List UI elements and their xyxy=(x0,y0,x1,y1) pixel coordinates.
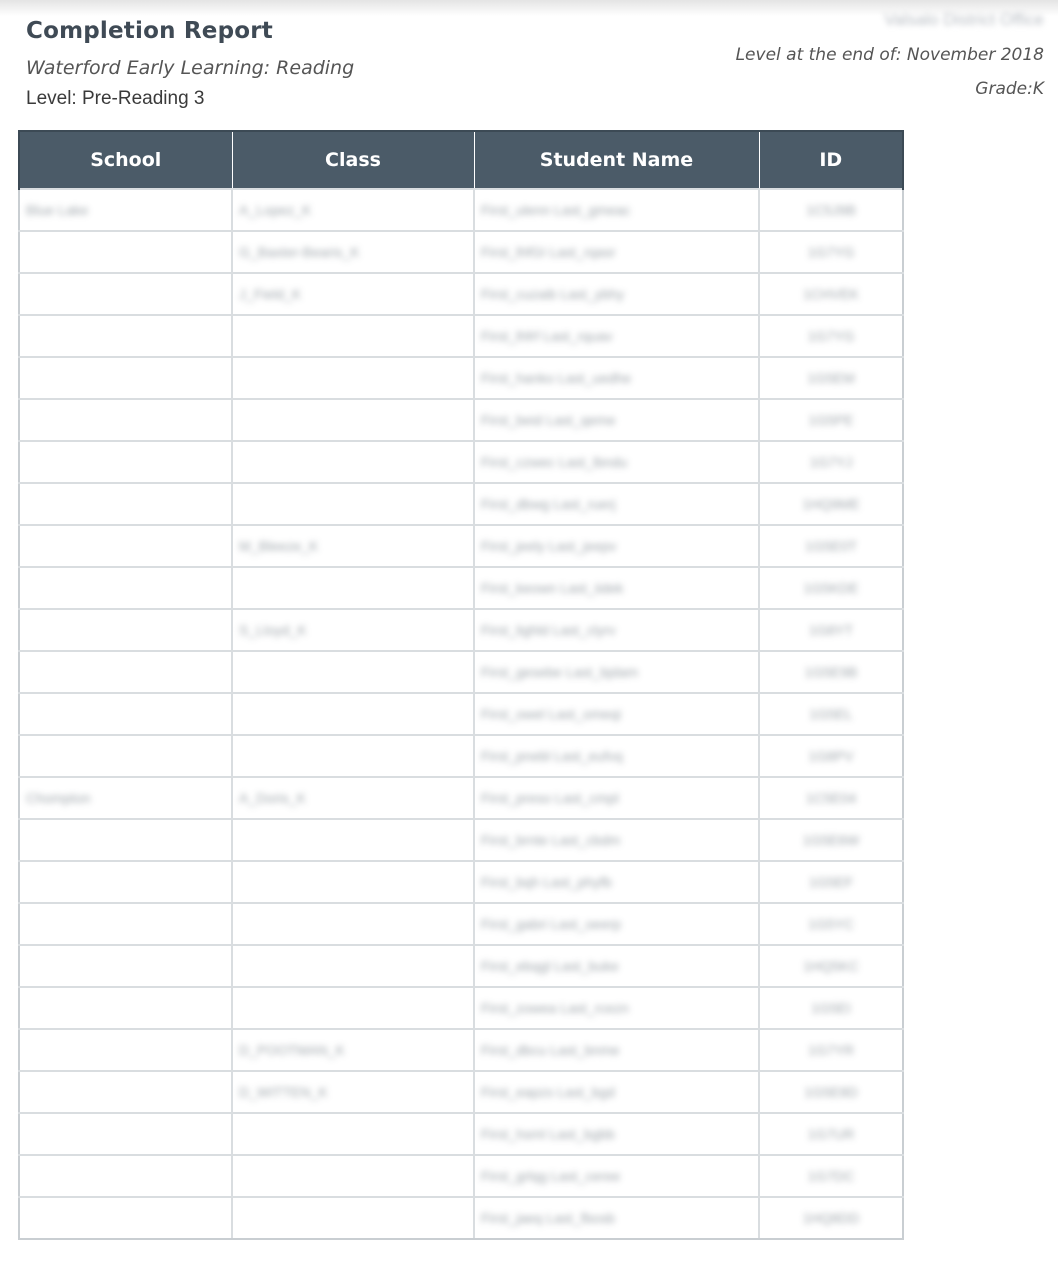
student-name-cell-text: First_beid Last_qeme xyxy=(481,412,616,428)
table-row xyxy=(19,1113,903,1155)
student-id-cell-text: 1CHVEK xyxy=(802,286,860,302)
column-header-student-name[interactable]: Student Name xyxy=(474,131,759,189)
school-cell xyxy=(19,1113,232,1155)
class-cell-text: M_Bleeze_K xyxy=(239,538,319,554)
school-cell xyxy=(19,1071,232,1113)
student-name-cell-text: First_jeely Last_jeepv xyxy=(481,538,617,554)
table-row xyxy=(19,1197,903,1239)
student-id-cell xyxy=(759,357,903,399)
student-id-cell xyxy=(759,735,903,777)
class-cell xyxy=(232,987,474,1029)
student-id-cell-text: 1G8YT xyxy=(808,622,854,638)
student-name-cell xyxy=(474,777,759,819)
class-cell xyxy=(232,357,474,399)
student-id-cell xyxy=(759,441,903,483)
student-name-cell xyxy=(474,315,759,357)
student-name-cell xyxy=(474,945,759,987)
column-header-id[interactable]: ID xyxy=(759,131,903,189)
class-cell xyxy=(232,189,474,231)
student-id-cell-text: 1G7YR xyxy=(808,1042,854,1058)
student-name-cell xyxy=(474,231,759,273)
column-header-school[interactable]: School xyxy=(19,131,232,189)
student-name-cell-text: First_keown Last_iidek xyxy=(481,580,624,596)
student-name-cell-text: First_hsml Last_bgbb xyxy=(481,1126,615,1142)
student-name-cell-text: First_dbwg Last_ruerj xyxy=(481,496,616,512)
completion-table xyxy=(18,130,904,1240)
student-name-cell xyxy=(474,1155,759,1197)
school-cell xyxy=(19,483,232,525)
student-id-cell xyxy=(759,273,903,315)
school-cell xyxy=(19,987,232,1029)
student-id-cell-text: 1G7UR xyxy=(807,1126,855,1142)
student-id-cell-text: 1G5E6W xyxy=(802,832,860,848)
student-name-cell xyxy=(474,441,759,483)
student-name-cell xyxy=(474,357,759,399)
table-row xyxy=(19,693,903,735)
table-row xyxy=(19,1155,903,1197)
student-id-cell xyxy=(759,1071,903,1113)
student-name-cell xyxy=(474,399,759,441)
student-name-cell-text: First_owel Last_omeqi xyxy=(481,706,622,722)
table-row xyxy=(19,609,903,651)
school-cell xyxy=(19,315,232,357)
student-id-cell-text: 1G5YC xyxy=(808,916,854,932)
table-header-row xyxy=(19,131,903,189)
table-row xyxy=(19,441,903,483)
school-cell-text: Blue Lake xyxy=(26,202,89,218)
student-id-cell xyxy=(759,1197,903,1239)
report-period: Level at the end of: November 2018 xyxy=(735,45,1044,65)
student-id-cell-text: 1G5PE xyxy=(808,412,854,428)
class-cell xyxy=(232,441,474,483)
student-id-cell xyxy=(759,1113,903,1155)
school-cell xyxy=(19,609,232,651)
class-cell xyxy=(232,609,474,651)
student-id-cell-text: 1G7YJ xyxy=(809,454,853,470)
class-cell xyxy=(232,777,474,819)
student-id-cell-text: 1G5EF xyxy=(808,874,854,890)
student-id-cell xyxy=(759,1029,903,1071)
school-cell xyxy=(19,357,232,399)
school-cell xyxy=(19,525,232,567)
student-name-cell xyxy=(474,1113,759,1155)
student-id-cell xyxy=(759,525,903,567)
class-cell xyxy=(232,483,474,525)
class-cell-text: J_Field_K xyxy=(239,286,302,302)
class-cell-text: D_WITTEN_K xyxy=(239,1084,328,1100)
student-name-cell-text: First_jaeq Last_fbosb xyxy=(481,1210,615,1226)
table-row xyxy=(19,567,903,609)
student-name-cell xyxy=(474,903,759,945)
student-id-cell xyxy=(759,945,903,987)
student-name-cell xyxy=(474,609,759,651)
table-row xyxy=(19,777,903,819)
student-id-cell xyxy=(759,399,903,441)
table-row xyxy=(19,189,903,231)
student-id-cell xyxy=(759,567,903,609)
student-name-cell-text: First_lhfGI Last_rqasr xyxy=(481,244,616,260)
student-id-cell-text: 1G7YG xyxy=(807,328,855,344)
student-name-cell xyxy=(474,483,759,525)
class-cell xyxy=(232,1197,474,1239)
table-row xyxy=(19,735,903,777)
student-name-cell-text: First_hanko Last_uedhe xyxy=(481,370,632,386)
student-name-cell-text: First_gabri Last_oeerp xyxy=(481,916,622,932)
student-id-cell-text: 1G5KDE xyxy=(803,580,859,596)
school-cell xyxy=(19,903,232,945)
class-cell-text: G_Baxter-Bearis_K xyxy=(239,244,360,260)
student-name-cell-text: First_grlqg Last_ceree xyxy=(481,1168,621,1184)
organization-name: Valsalo District Office xyxy=(884,10,1044,29)
student-id-cell xyxy=(759,819,903,861)
student-id-cell-text: 1G7YG xyxy=(807,244,855,260)
student-id-cell xyxy=(759,189,903,231)
student-name-cell xyxy=(474,273,759,315)
class-cell xyxy=(232,819,474,861)
student-id-cell xyxy=(759,1155,903,1197)
student-name-cell xyxy=(474,189,759,231)
student-name-cell xyxy=(474,1197,759,1239)
school-cell xyxy=(19,735,232,777)
class-cell xyxy=(232,693,474,735)
table-row xyxy=(19,273,903,315)
school-cell-text: Chompton xyxy=(26,790,91,806)
school-cell xyxy=(19,1155,232,1197)
student-name-cell-text: First_gesebe Last_bjdam xyxy=(481,664,639,680)
completion-table-container xyxy=(18,130,902,1240)
table-row xyxy=(19,651,903,693)
student-id-cell xyxy=(759,315,903,357)
student-id-cell-text: 1HQ5KC xyxy=(802,958,860,974)
student-id-cell-text: 1G5E0T xyxy=(804,538,858,554)
student-id-cell-text: 1G5EL xyxy=(809,706,853,722)
class-cell xyxy=(232,651,474,693)
table-row xyxy=(19,861,903,903)
student-id-cell-text: 1G5E8D xyxy=(804,1084,858,1100)
student-name-cell-text: First_cuzaib Last_ybhy xyxy=(481,286,625,302)
class-cell-text: A_Lopez_K xyxy=(239,202,312,218)
student-name-cell xyxy=(474,819,759,861)
student-name-cell-text: First_lhfrf Last_rquav xyxy=(481,328,613,344)
student-name-cell xyxy=(474,735,759,777)
table-row xyxy=(19,483,903,525)
table-row xyxy=(19,945,903,987)
school-cell xyxy=(19,189,232,231)
table-row xyxy=(19,525,903,567)
student-id-cell xyxy=(759,903,903,945)
level-label: Level: Pre-Reading 3 xyxy=(26,88,205,109)
student-id-cell xyxy=(759,651,903,693)
class-cell xyxy=(232,567,474,609)
student-id-cell-text: 1HQ8DD xyxy=(802,1210,860,1226)
student-name-cell xyxy=(474,987,759,1029)
table-body xyxy=(19,189,903,1239)
student-name-cell-text: First_lighld Last_clyrv xyxy=(481,622,616,638)
student-name-cell-text: First_dbcu Last_bnme xyxy=(481,1042,620,1058)
student-name-cell-text: First_czwec Last_lbndu xyxy=(481,454,628,470)
student-name-cell xyxy=(474,1029,759,1071)
school-cell xyxy=(19,567,232,609)
school-cell xyxy=(19,273,232,315)
student-id-cell xyxy=(759,483,903,525)
table-row xyxy=(19,357,903,399)
class-cell xyxy=(232,231,474,273)
school-cell xyxy=(19,441,232,483)
table-row xyxy=(19,987,903,1029)
school-cell xyxy=(19,1029,232,1071)
class-cell xyxy=(232,1113,474,1155)
student-name-cell xyxy=(474,567,759,609)
student-id-cell-text: 1G5EM xyxy=(807,370,855,386)
student-name-cell-text: First_bqh Last_phyfb xyxy=(481,874,612,890)
class-cell xyxy=(232,903,474,945)
class-cell xyxy=(232,399,474,441)
student-id-cell xyxy=(759,231,903,273)
student-name-cell xyxy=(474,693,759,735)
student-name-cell-text: First_preso Last_cmpl xyxy=(481,790,619,806)
student-id-cell xyxy=(759,693,903,735)
student-id-cell-text: 1G8PV xyxy=(808,748,854,764)
table-row xyxy=(19,231,903,273)
class-cell xyxy=(232,315,474,357)
student-id-cell-text: 1C5E04 xyxy=(805,790,857,806)
student-name-cell xyxy=(474,1071,759,1113)
school-cell xyxy=(19,231,232,273)
student-id-cell-text: 1G7DC xyxy=(807,1168,855,1184)
student-name-cell-text: First_pnebl Last_eufvq xyxy=(481,748,623,764)
student-name-cell xyxy=(474,651,759,693)
table-row xyxy=(19,1071,903,1113)
class-cell xyxy=(232,945,474,987)
table-row xyxy=(19,399,903,441)
student-name-cell-text: First_eapzs Last_bgd xyxy=(481,1084,615,1100)
table-row xyxy=(19,819,903,861)
table-row xyxy=(19,315,903,357)
student-id-cell xyxy=(759,987,903,1029)
student-id-cell-text: 1G5E9B xyxy=(804,664,858,680)
class-cell xyxy=(232,273,474,315)
school-cell xyxy=(19,777,232,819)
student-id-cell xyxy=(759,861,903,903)
report-title: Completion Report xyxy=(26,18,273,44)
student-name-cell-text: First_ulenn Last_gmeac xyxy=(481,202,631,218)
table-row xyxy=(19,903,903,945)
column-header-class[interactable]: Class xyxy=(232,131,474,189)
student-id-cell xyxy=(759,609,903,651)
school-cell xyxy=(19,693,232,735)
class-cell xyxy=(232,1155,474,1197)
class-cell xyxy=(232,861,474,903)
school-cell xyxy=(19,399,232,441)
class-cell xyxy=(232,1029,474,1071)
school-cell xyxy=(19,945,232,987)
school-cell xyxy=(19,1197,232,1239)
school-cell xyxy=(19,651,232,693)
student-id-cell xyxy=(759,777,903,819)
school-cell xyxy=(19,819,232,861)
student-name-cell-text: First_zowea Last_rcezn xyxy=(481,1000,629,1016)
student-name-cell-text: First_brnte Last_cbdm xyxy=(481,832,621,848)
class-cell-text: S_Lloyd_K xyxy=(239,622,307,638)
student-name-cell xyxy=(474,525,759,567)
student-name-cell-text: First_ebqgl Last_buke xyxy=(481,958,619,974)
school-cell xyxy=(19,861,232,903)
class-cell xyxy=(232,735,474,777)
student-id-cell-text: 1HQ9ME xyxy=(802,496,860,512)
class-cell-text: D_POOTMAN_K xyxy=(239,1042,345,1058)
program-name: Waterford Early Learning: Reading xyxy=(26,57,355,79)
grade-label: Grade:K xyxy=(975,79,1044,99)
student-id-cell-text: 1C5J9B xyxy=(806,202,856,218)
class-cell xyxy=(232,525,474,567)
table-row xyxy=(19,1029,903,1071)
class-cell xyxy=(232,1071,474,1113)
student-name-cell xyxy=(474,861,759,903)
class-cell-text: A_Doris_K xyxy=(239,790,306,806)
student-id-cell-text: 1G5EI xyxy=(811,1000,851,1016)
